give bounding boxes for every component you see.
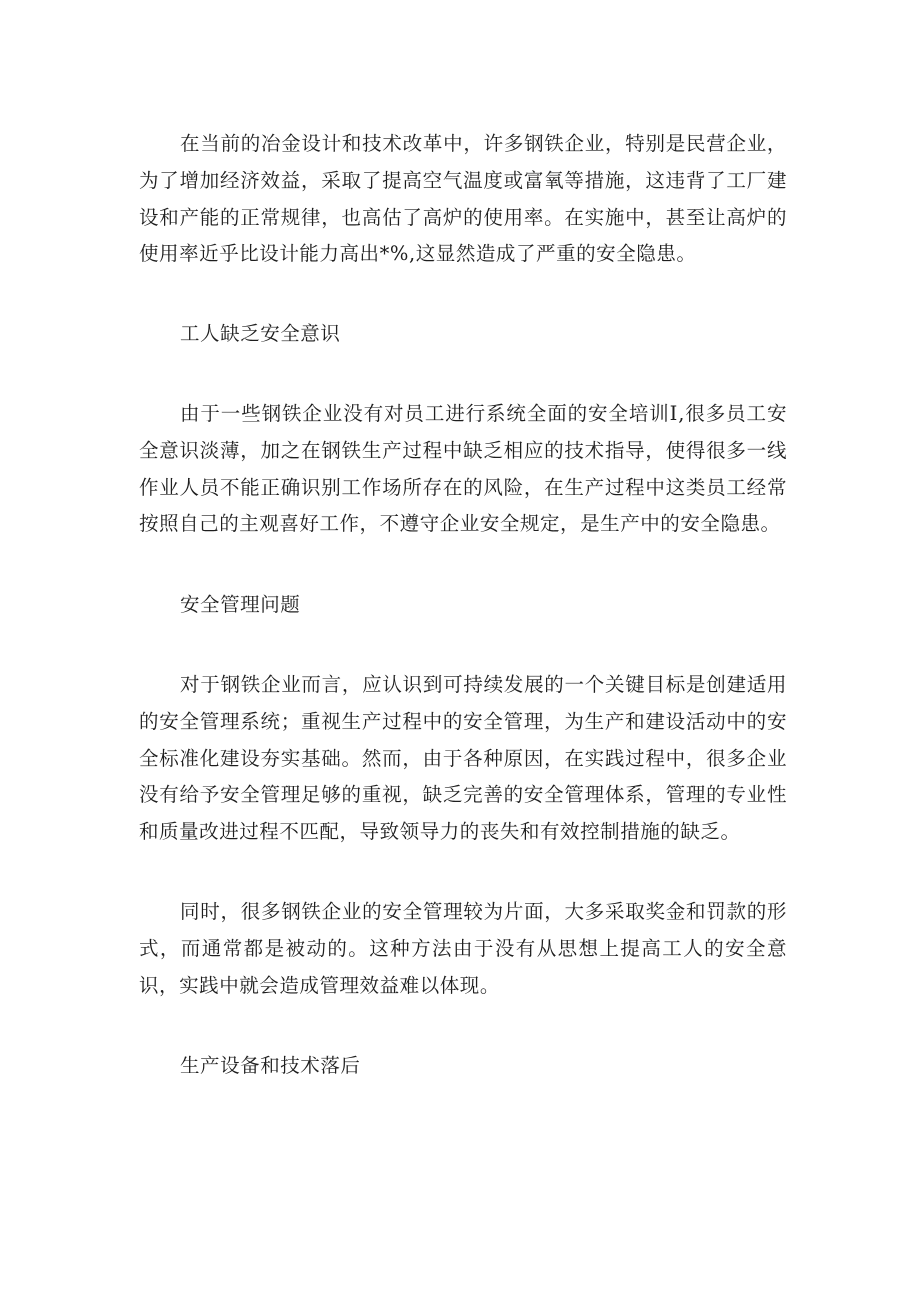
section-heading-safety-management: 安全管理问题	[180, 593, 301, 617]
paragraph-worker-awareness: 由于一些钢铁企业没有对员工进行系统全面的安全培训Ⅰ,很多员工安全意识淡薄，加之在钢铁生产过程中缺乏相应的技术指导，使得很多一线作业人员不能正确识别工作场所存在的风险，在生产过程中这类员工经常按照自己的主观喜好工作，不遵守企业安全规定，是生产中的安全隐患。	[139, 401, 787, 536]
paragraph-safety-management: 对于钢铁企业而言，应认识到可持续发展的一个关键目标是创建适用的安全管理系统；重视生产过程中的安全管理，为生产和建设活动中的安全标准化建设夯实基础。然而，由于各种原因，在实践过程中，很多企业没有给予安全管理足够的重视，缺乏完善的安全管理体系，管理的专业性和质量改进过程不匹配，导致领导力的丧失和有效控制措施的缺乏。	[139, 672, 787, 844]
document-body	[139, 126, 787, 1085]
section-heading-worker-awareness: 工人缺乏安全意识	[180, 322, 341, 346]
paragraph-metallurgy-risk: 在当前的冶金设计和技术改革中，许多钢铁企业，特别是民营企业，为了增加经济效益，采取了提高空气温度或富氧等措施，这违背了工厂建设和产能的正常规律，也高估了高炉的使用率。在实施中，甚至让高炉的使用率近乎比设计能力高出*%,这显然造成了严重的安全隐患。	[139, 132, 787, 266]
section-heading-equipment-technology: 生产设备和技术落后	[180, 1054, 361, 1078]
paragraph-management-approach: 同时，很多钢铁企业的安全管理较为片面，大多采取奖金和罚款的形式，而通常都是被动的。这种方法由于没有从思想上提高工人的安全意识，实践中就会造成管理效益难以体现。	[139, 899, 787, 997]
